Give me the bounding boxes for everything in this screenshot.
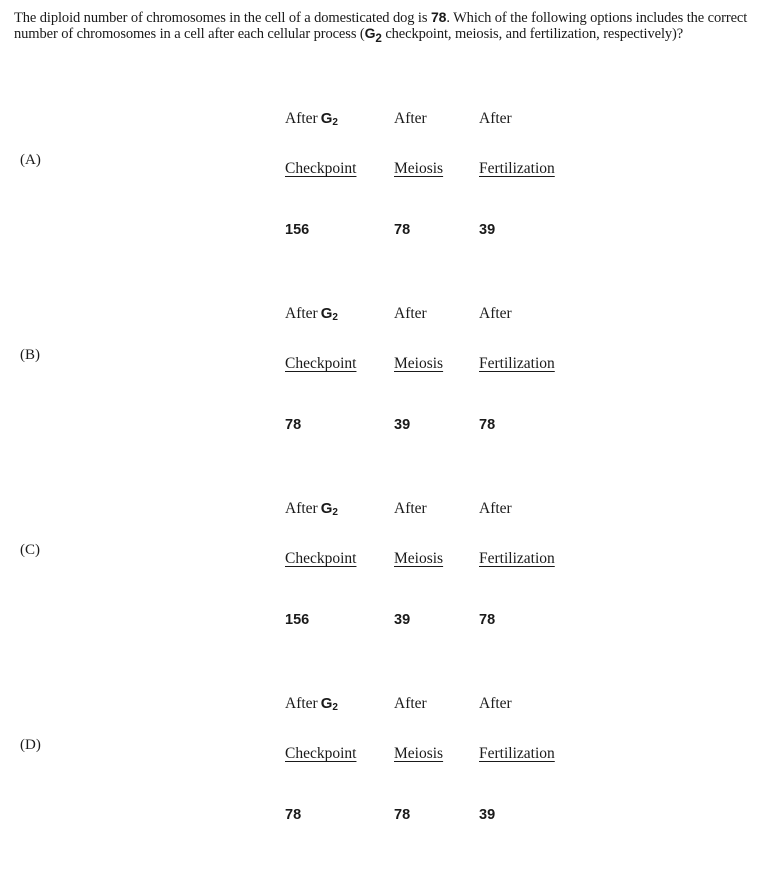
header-meiosis: Meiosis <box>394 160 444 177</box>
header-meiosis: Meiosis <box>394 550 444 567</box>
answer-option-c[interactable] <box>0 500 781 695</box>
value-after-meiosis: 39 <box>394 417 411 433</box>
header-after-meiosis-line1: After <box>394 695 427 712</box>
question-part-2: . Which of the following options includes the correct number of chromosomes in a cell after each cellular process ( <box>14 10 748 42</box>
header-fertilization: Fertilization <box>479 745 555 762</box>
header-after-g2: After $G_2$ <box>285 500 338 518</box>
question-part-1: The diploid number of chromosomes in the cell of a domesticated dog is <box>14 10 431 26</box>
value-after-fertilization: 39 <box>479 807 496 823</box>
header-meiosis: Meiosis <box>394 745 444 762</box>
header-checkpoint: Checkpoint <box>285 160 357 177</box>
value-after-g2: 78 <box>285 807 302 823</box>
header-after-meiosis-line1: After <box>394 500 427 517</box>
value-after-fertilization: 78 <box>479 417 496 433</box>
question-chromosome-number: 78 <box>430 9 447 25</box>
question-g2: $G_2$ <box>364 25 382 45</box>
value-after-meiosis: 78 <box>394 807 411 823</box>
header-after-fertilization-line1: After <box>479 305 512 322</box>
header-after-fertilization-line1: After <box>479 110 512 127</box>
header-checkpoint: Checkpoint <box>285 355 357 372</box>
header-checkpoint: Checkpoint <box>285 745 357 762</box>
value-after-fertilization: 78 <box>479 612 496 628</box>
header-after-meiosis-line1: After <box>394 110 427 127</box>
value-after-g2: 78 <box>285 417 302 433</box>
option-letter: (B) <box>20 347 40 363</box>
question-part-3: checkpoint, meiosis, and fertilization, respectively)? <box>381 26 684 42</box>
value-after-fertilization: 39 <box>479 222 496 238</box>
question-text <box>14 10 774 46</box>
option-letter: (D) <box>20 737 41 753</box>
header-after-g2: After $G_2$ <box>285 305 338 323</box>
answer-option-b[interactable] <box>0 305 781 500</box>
header-after-meiosis-line1: After <box>394 305 427 322</box>
header-checkpoint: Checkpoint <box>285 550 357 567</box>
header-after-g2: After $G_2$ <box>285 110 338 128</box>
answer-option-d[interactable] <box>0 695 781 890</box>
value-after-g2: 156 <box>285 612 310 628</box>
header-meiosis: Meiosis <box>394 355 444 372</box>
header-after-g2: After $G_2$ <box>285 695 338 713</box>
header-fertilization: Fertilization <box>479 550 555 567</box>
header-after-fertilization-line1: After <box>479 695 512 712</box>
option-letter: (A) <box>20 152 41 168</box>
option-letter: (C) <box>20 542 40 558</box>
header-after-fertilization-line1: After <box>479 500 512 517</box>
header-fertilization: Fertilization <box>479 160 555 177</box>
value-after-g2: 156 <box>285 222 310 238</box>
value-after-meiosis: 78 <box>394 222 411 238</box>
value-after-meiosis: 39 <box>394 612 411 628</box>
answer-option-a[interactable] <box>0 110 781 305</box>
header-fertilization: Fertilization <box>479 355 555 372</box>
